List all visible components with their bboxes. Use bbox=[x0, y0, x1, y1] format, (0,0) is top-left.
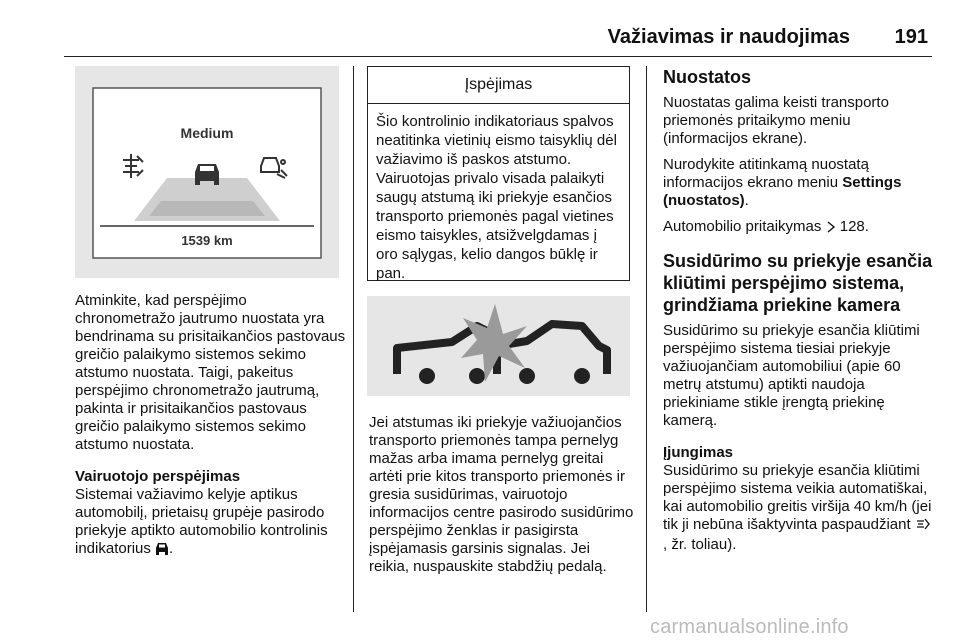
collision-illustration bbox=[367, 296, 630, 396]
left-paragraph-2: Sistemai važiavimo kelyje aptikus automobilį, prietaisų grupėje pasirodo priekyje aptikto automobilio kontrolinis indikatorius bbox=[75, 486, 328, 557]
odometer-readout: 1539 km bbox=[181, 233, 233, 248]
middle-paragraph: Jei atstumas iki priekyje važiuojančios transporto priemonės tampa pernelyg mažas arba imama pernelyg greitai artėti prie kitos transporto priemonės ir gresia susidūrimas, vairuotojo informacijos centre pasirodo susidūrimo perspėjimo ženklas ir pasigirsta įspėjamasis garsinis signalas. Jei reikia, nuspauskite stabdžių pedalą. bbox=[369, 414, 634, 575]
display-mode-label: Medium bbox=[180, 125, 234, 141]
page-reference-arrow-icon bbox=[826, 220, 836, 238]
right-column bbox=[663, 66, 933, 562]
collision-alert-button-icon bbox=[915, 517, 931, 536]
middle-column-text bbox=[369, 414, 634, 584]
instrument-display-figure bbox=[75, 66, 339, 278]
left-column bbox=[75, 292, 347, 568]
left-paragraph-2-end: . bbox=[169, 540, 174, 557]
right-paragraph-2: Nurodykite atitinkamą nuostatą informacijos ekrano meniu bbox=[663, 156, 869, 191]
right-paragraph-4: Susidūrimo su priekyje esančia kliūtimi perspėjimo sistema tiesiai priekyje važiuojančiam automobiliui (apie 60 metrų atstumu) aptikti naudoja priekiniame stikle įrengtą priekinę kamerą. bbox=[663, 322, 920, 429]
warning-box bbox=[367, 66, 630, 281]
activation-subheading: Įjungimas bbox=[663, 444, 734, 461]
column-divider-left bbox=[353, 66, 354, 612]
vehicle-personalization-ref: Automobilio pritaikymas bbox=[663, 218, 822, 235]
running-header-title: Važiavimas ir naudojimas bbox=[607, 26, 850, 48]
watermark: carmanualsonline.info bbox=[650, 616, 849, 638]
right-paragraph-5-end: toliau). bbox=[691, 536, 737, 553]
column-divider-right bbox=[646, 66, 647, 612]
forward-collision-heading: Susidūrimo su priekyje esančia kliūtimi perspėjimo sistema, grindžiama priekine kamera bbox=[663, 251, 933, 315]
page-reference-number: 128. bbox=[839, 218, 869, 235]
right-paragraph-1: Nuostatas galima keisti transporto priemonės pritaikymo meniu (informacijos ekrane). bbox=[663, 94, 889, 147]
left-subheading: Vairuotojo perspėjimas bbox=[75, 468, 241, 485]
right-paragraph-5: Susidūrimo su priekyje esančia kliūtimi perspėjimo sistema veikia automatiškai, kai automobilio greitis viršija 40 km/h (jei tik ji nebūna išaktyvinta paspaudžiant bbox=[663, 462, 932, 533]
settings-heading: Nuostatos bbox=[663, 67, 752, 87]
warning-text: Šio kontrolinio indikatoriaus spalvos neatitinka vietinių eismo taisyklių dėl važiavimo iš paskos atstumo. Vairuotojas privalo visada palaikyti saugų atstumą iki priekyje esančios transporto priemonės pagal vietines eismo taisykles, atsižvelgdamas į oro sąlygas, kelio dangos būklę ir pan. bbox=[376, 113, 617, 282]
right-paragraph-2-end: . bbox=[744, 192, 749, 209]
warning-title: Įspėjimas bbox=[368, 67, 629, 104]
right-paragraph-5-mid: , žr. bbox=[663, 536, 688, 553]
settings-menu-label: Settings (nuostatos) bbox=[663, 174, 902, 209]
header-rule bbox=[64, 56, 932, 57]
car-ahead-icon bbox=[155, 542, 169, 560]
left-paragraph-1: Atminkite, kad perspėjimo chronometražo jautrumo nuostata yra bendrinama su prisitaikančios pastovaus greičio palaikymo sistemos sekimo atstumo nuostata. Taigi, pakeitus perspėjimo chronometražo jautrumą, pakinta ir prisitaikančios pastovaus greičio palaikymo sistemos sekimo atstumo nuostata. bbox=[75, 292, 346, 453]
page-number: 191 bbox=[894, 26, 928, 48]
